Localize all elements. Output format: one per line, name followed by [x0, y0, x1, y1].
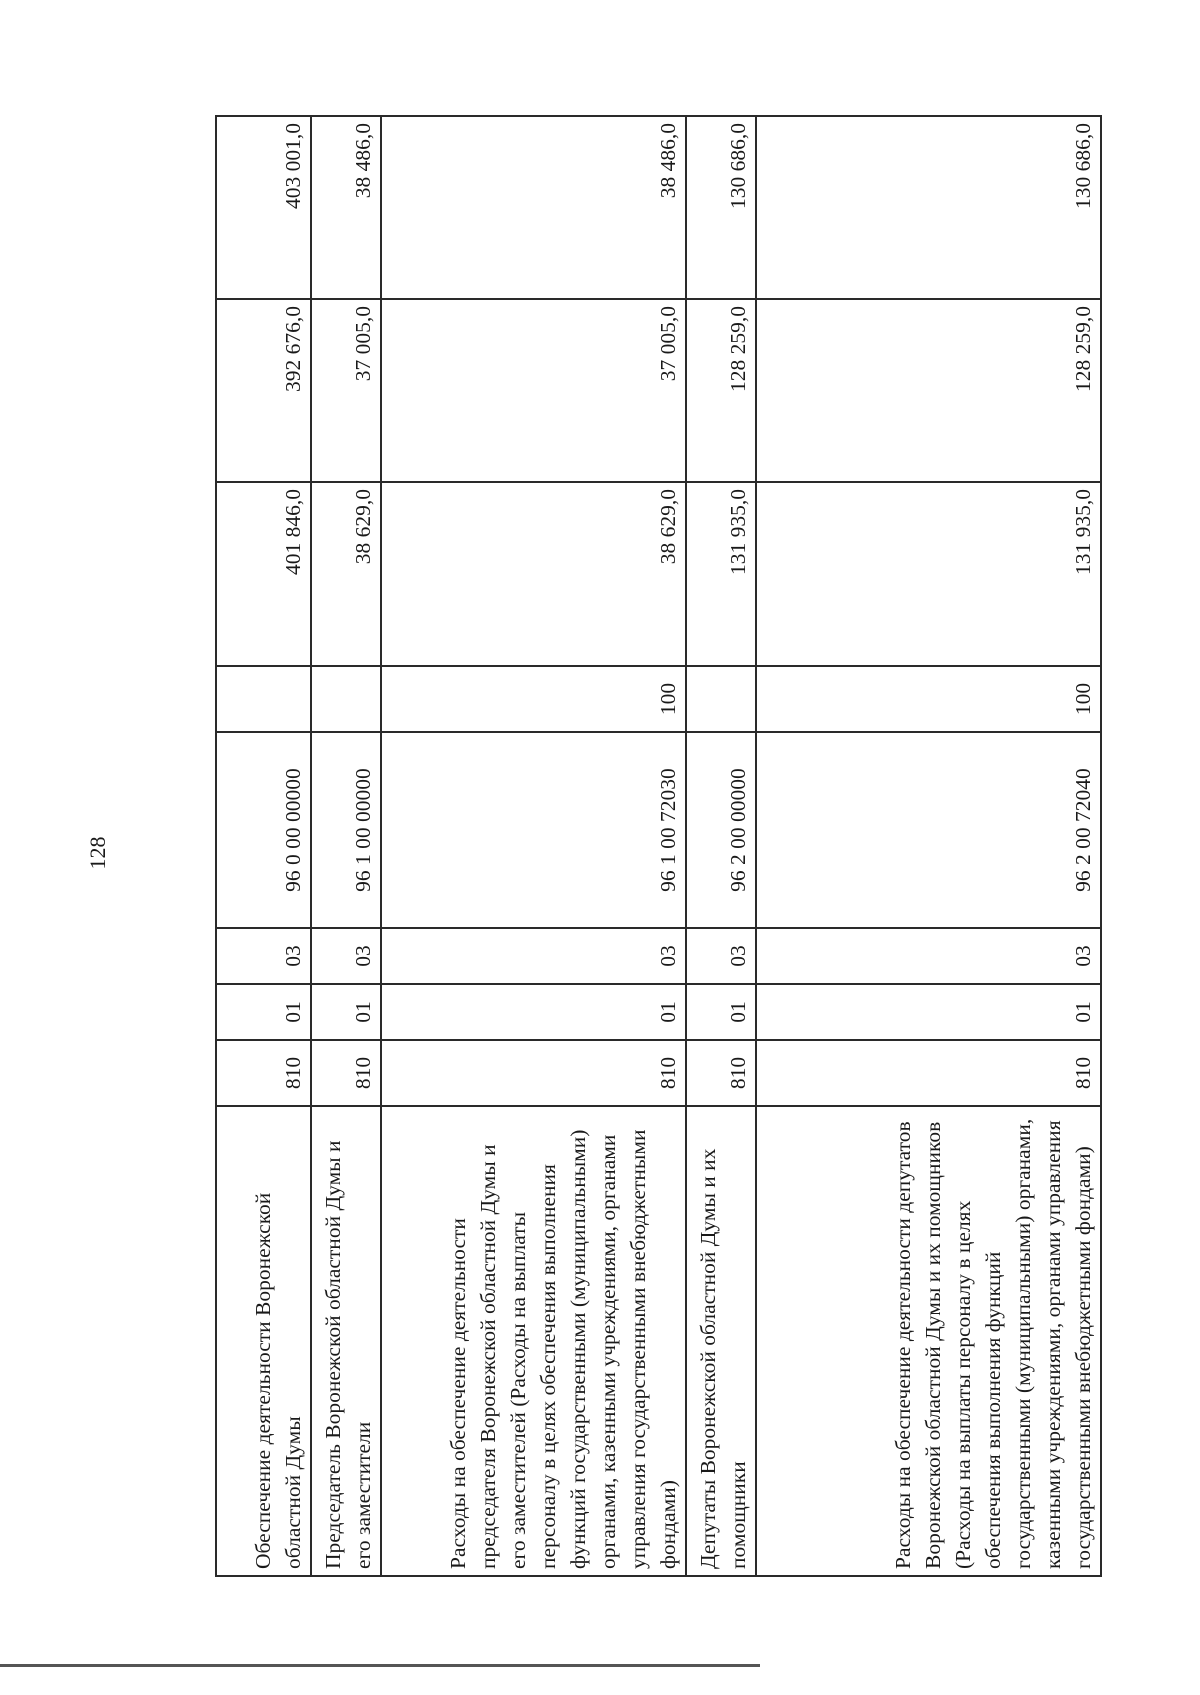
grbs-code: 810	[216, 1040, 311, 1106]
amount-year-1: 401 846,0	[216, 482, 311, 666]
row-name: Расходы на обеспечение деятельности председателя Воронежской областной Думы и его заместителей (Расходы на выплаты персоналу в целях обеспечения выполнения функций государственными (муниципальными) органами, казенными учреждениями, органами управления государственными внебюджетными фондами)	[381, 1106, 686, 1576]
grbs-code: 810	[311, 1040, 381, 1106]
expense-type-code	[311, 666, 381, 732]
target-article-code: 96 0 00 00000	[216, 732, 311, 928]
section-code: 01	[686, 984, 756, 1040]
amount-year-3: 38 486,0	[381, 116, 686, 299]
budget-table	[215, 115, 1102, 1577]
row-name: Председатель Воронежской областной Думы и его заместители	[311, 1106, 381, 1576]
grbs-code: 810	[686, 1040, 756, 1106]
expense-type-code: 100	[381, 666, 686, 732]
row-name: Депутаты Воронежской областной Думы и их помощники	[686, 1106, 756, 1576]
scan-edge-line	[0, 1664, 760, 1667]
amount-year-1: 131 935,0	[756, 482, 1101, 666]
target-article-code: 96 2 00 00000	[686, 732, 756, 928]
expense-type-code	[686, 666, 756, 732]
amount-year-2: 128 259,0	[686, 299, 756, 482]
target-article-code: 96 1 00 00000	[311, 732, 381, 928]
subsection-code: 03	[686, 928, 756, 984]
amount-year-3: 38 486,0	[311, 116, 381, 299]
target-article-code: 96 2 00 72040	[756, 732, 1101, 928]
subsection-code: 03	[756, 928, 1101, 984]
section-code: 01	[311, 984, 381, 1040]
subsection-code: 03	[311, 928, 381, 984]
section-code: 01	[756, 984, 1101, 1040]
page-number: 128	[85, 836, 110, 870]
amount-year-2: 37 005,0	[381, 299, 686, 482]
target-article-code: 96 1 00 72030	[381, 732, 686, 928]
table-row	[381, 116, 686, 1576]
amount-year-1: 38 629,0	[381, 482, 686, 666]
expense-type-code: 100	[756, 666, 1101, 732]
amount-year-2: 128 259,0	[756, 299, 1101, 482]
table-row	[756, 116, 1101, 1576]
row-name: Обеспечение деятельности Воронежской областной Думы	[216, 1106, 311, 1576]
grbs-code: 810	[756, 1040, 1101, 1106]
section-code: 01	[381, 984, 686, 1040]
amount-year-3: 130 686,0	[756, 116, 1101, 299]
table-row	[686, 116, 756, 1576]
row-name: Расходы на обеспечение деятельности депутатов Воронежской областной Думы и их помощников (Расходы на выплаты персоналу в целях обеспечения выполнения функций государственными (муниципальными) органами, казенными учреждениями, органами управления государственными внебюджетными фондами)	[756, 1106, 1101, 1576]
rotated-table-container	[215, 117, 1100, 1577]
expense-type-code	[216, 666, 311, 732]
table-row	[311, 116, 381, 1576]
amount-year-1: 38 629,0	[311, 482, 381, 666]
amount-year-2: 37 005,0	[311, 299, 381, 482]
amount-year-3: 403 001,0	[216, 116, 311, 299]
amount-year-2: 392 676,0	[216, 299, 311, 482]
grbs-code: 810	[381, 1040, 686, 1106]
section-code: 01	[216, 984, 311, 1040]
amount-year-3: 130 686,0	[686, 116, 756, 299]
subsection-code: 03	[381, 928, 686, 984]
subsection-code: 03	[216, 928, 311, 984]
table-row	[216, 116, 311, 1576]
amount-year-1: 131 935,0	[686, 482, 756, 666]
